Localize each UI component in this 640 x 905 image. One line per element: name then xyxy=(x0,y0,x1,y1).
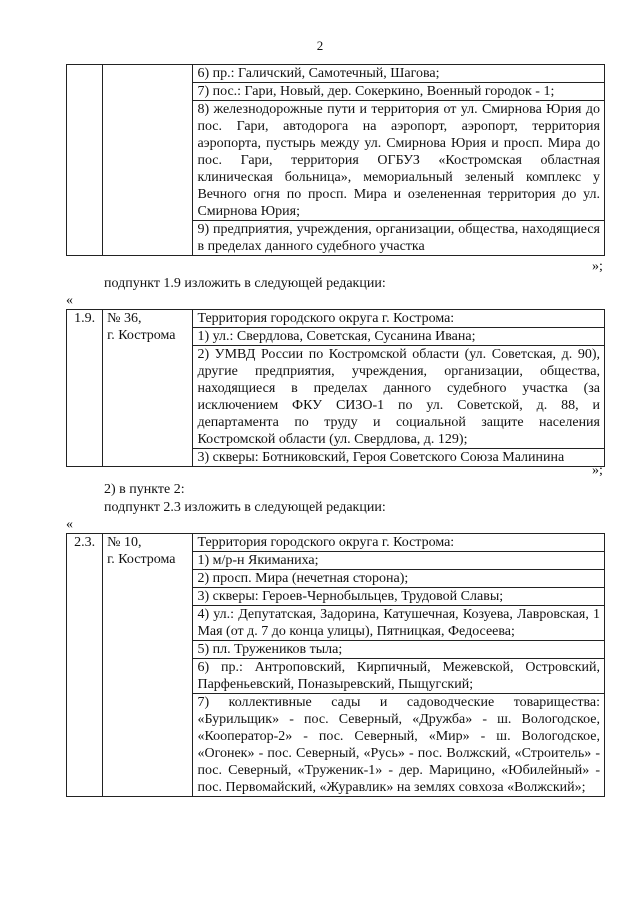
court-city: г. Кострома xyxy=(107,328,176,343)
territory-line: 9) предприятия, учреждения, организации, общества, находящиеся в пределах данного судебного участка xyxy=(197,222,600,254)
territory-line: 5) пл. Тружеников тыла; xyxy=(193,641,604,659)
territory-line: 8) железнодорожные пути и территория от ул. Смирнова Юрия до пос. Гари, автодорога на аэропорт, аэропорт, территория аэропорта, пустырь между ул. Смирнова Юрия и просп. Мира до пос. Гари, территория ОГБУЗ «Костромская областная клиническая больница», мемориальный зеленый комплекс у Вечного огня по просп. Мира и озелененная территория до ул. Смирнова Юрия; xyxy=(193,101,604,221)
table-cell-territory xyxy=(193,534,605,797)
table-row xyxy=(67,310,605,467)
territory-line: 1) ул.: Свердлова, Советская, Сусанина Ивана; xyxy=(193,328,604,346)
territory-line: 3) скверы: Ботниковский, Героя Советского Союза Малинина xyxy=(197,450,565,465)
open-quote: « xyxy=(66,517,73,532)
table-cell-court xyxy=(103,65,193,256)
territory-line: 2) УМВД России по Костромской области (ул. Советская, д. 90), другие предприятия, учреждения, организации, общества, находящиеся в пределах данного судебного участка (за исключением ФКУ СИЗО-1 по ул. Советской, д. 88, и департамента по труду и социальной защите населения Костромской области (ул. Свердлова, д. 129); xyxy=(193,346,604,449)
table-subitem-2-3 xyxy=(66,533,605,797)
table-cell-num: 1.9. xyxy=(67,310,103,467)
table-cell-territory xyxy=(193,65,605,256)
court-city: г. Кострома xyxy=(107,552,176,567)
paragraph-subitem-1-9: подпункт 1.9 изложить в следующей редакции: xyxy=(104,276,386,291)
open-quote: « xyxy=(66,293,73,308)
table-cell-territory xyxy=(193,310,605,467)
territory-line: 3) скверы: Героев-Чернобыльцев, Трудовой Славы; xyxy=(193,588,604,606)
table-cell-court xyxy=(103,534,193,797)
territory-line: Территория городского округа г. Кострома: xyxy=(193,310,604,328)
territory-line: 7) коллективные сады и садоводческие товарищества: «Бурильщик» - пос. Северный, «Дружба» - ш. Вологодское, «Кооператор-2» - пос. Северный, «Мир» - ш. Вологодское, «Огонек» - пос. Северный, «Русь» - пос. Волжский, «Строитель» - пос. Северный, «Труженик-1» - дер. Марицино, «Юбилейный» - пос. Первомайский, «Журавлик» на землях совхоза «Волжский»; xyxy=(197,695,600,795)
close-quote: »; xyxy=(592,463,603,478)
table-cell-num: 2.3. xyxy=(67,534,103,797)
paragraph-item-2: 2) в пункте 2: xyxy=(104,482,185,497)
table-cell-court xyxy=(103,310,193,467)
territory-line: 7) пос.: Гари, Новый, дер. Сокеркино, Военный городок - 1; xyxy=(193,83,604,101)
territory-line: 4) ул.: Депутатская, Задорина, Катушечная, Козуева, Лавровская, 1 Мая (от д. 7 до конца улицы), Пятницкая, Федосеева; xyxy=(193,606,604,641)
territory-line: 1) м/р-н Якиманиха; xyxy=(193,552,604,570)
table-cell-num xyxy=(67,65,103,256)
close-quote: »; xyxy=(592,259,603,274)
paragraph-subitem-2-3: подпункт 2.3 изложить в следующей редакции: xyxy=(104,500,386,515)
table-row xyxy=(67,65,605,256)
territory-line: Территория городского округа г. Кострома: xyxy=(193,534,604,552)
page-number: 2 xyxy=(316,38,324,53)
court-number: № 10, xyxy=(107,535,142,550)
table-continuation xyxy=(66,64,605,256)
territory-line: 6) пр.: Галичский, Самотечный, Шагова; xyxy=(193,65,604,83)
table-subitem-1-9 xyxy=(66,309,605,467)
territory-line: 6) пр.: Антроповский, Кирпичный, Межевской, Островский, Парфеньевский, Поназыревский, Пыщугский; xyxy=(193,659,604,694)
table-row xyxy=(67,534,605,797)
court-number: № 36, xyxy=(107,311,142,326)
territory-line: 2) просп. Мира (нечетная сторона); xyxy=(193,570,604,588)
